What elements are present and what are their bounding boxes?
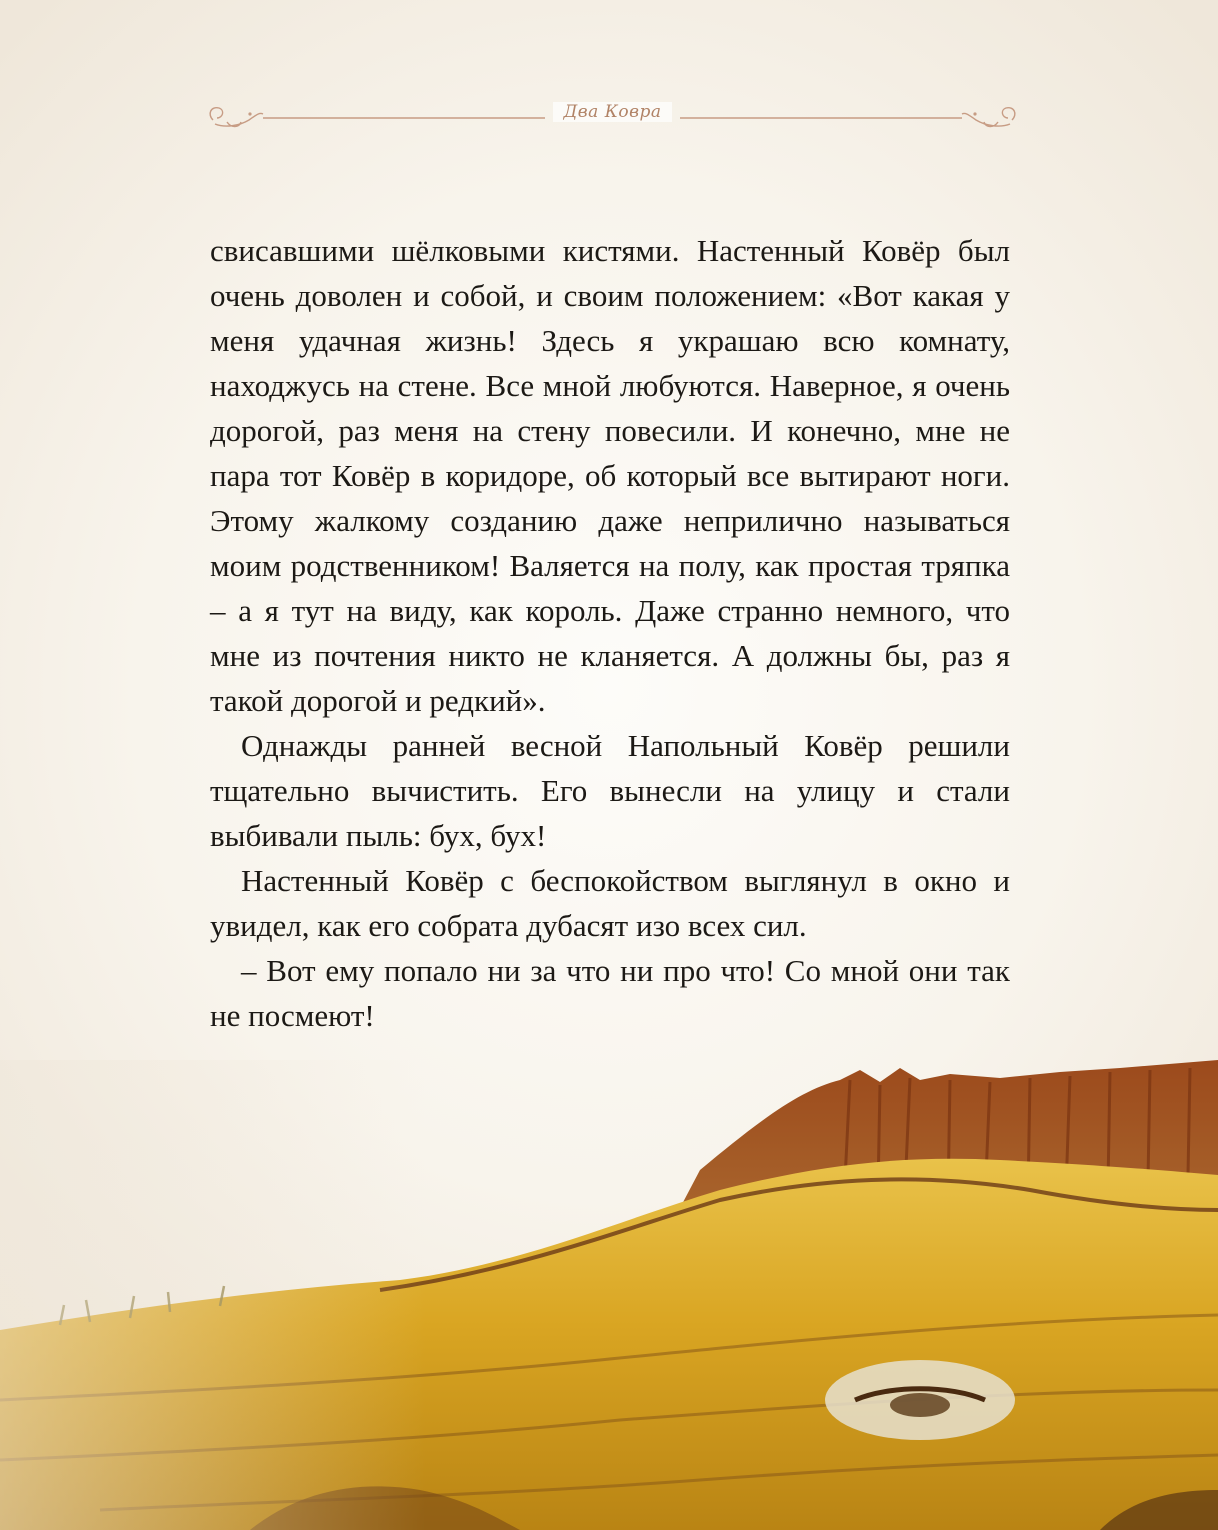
paragraph: Настенный Ковёр с беспокойством выглянул в окно и увидел, как его собрата дубасят изо всех сил. — [210, 863, 1010, 943]
carpet-illustration-icon — [0, 1060, 1218, 1530]
paragraph: – Вот ему попало ни за что ни про что! Со мной они так не посмеют! — [210, 953, 1010, 1033]
paragraph: Однажды ранней весной Напольный Ковёр решили тщательно вычистить. Его вынесли на улицу и стали выбивали пыль: бух, бух! — [210, 728, 1010, 853]
running-head — [205, 98, 1020, 134]
running-title: Два Ковра — [205, 102, 1020, 122]
text-block — [210, 228, 1010, 1038]
paragraph: свисавшими шёлковыми кистями. Настенный Ковёр был очень доволен и собой, и своим положением: «Вот какая у меня удачная жизнь! Здесь я украшаю всю комнату, находжусь на стене. Все мной любуются. Наверное, я очень дорогой, раз меня на стену повесили. И конечно, мне не пара тот Ковёр в коридоре, об который все вытирают ноги. Этому жалкому созданию даже неприлично называться моим родственником! Валяется на полу, как простая тряпка – а я тут на виду, как король. Даже странно немного, что мне из почтения никто не кланяется. А должны бы, раз я такой дорогой и редкий». — [210, 233, 1010, 718]
